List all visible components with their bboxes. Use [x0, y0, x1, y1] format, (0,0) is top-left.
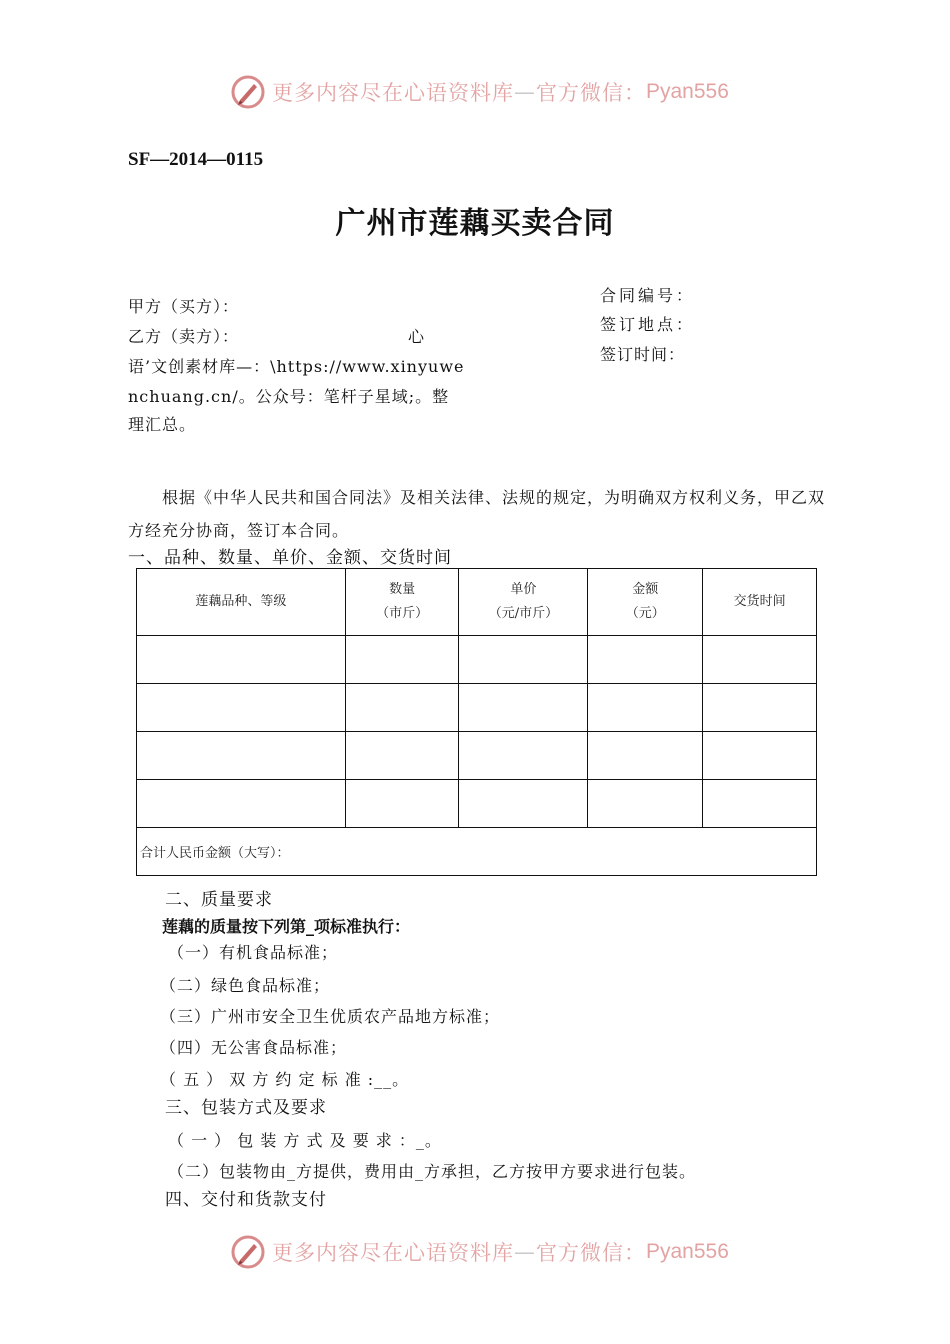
header-amount: 金额 （元）: [588, 569, 703, 636]
section-3-heading: 三、包装方式及要求: [165, 1098, 327, 1118]
watermark-banner-bottom: [230, 1232, 729, 1272]
section-4-heading: 四、交付和货款支付: [165, 1190, 327, 1210]
header-delivery-time: 交货时间: [703, 569, 817, 636]
table-cell[interactable]: [459, 780, 588, 828]
watermark-separator: —: [514, 1240, 536, 1264]
table-cell[interactable]: [345, 636, 459, 684]
quality-item-3: （三）广州市安全卫生优质农产品地方标准；: [160, 1007, 501, 1026]
table-cell[interactable]: [703, 684, 817, 732]
table-cell[interactable]: [345, 732, 459, 780]
table-row: [137, 684, 817, 732]
quality-item-4: （四）无公害食品标准；: [160, 1038, 348, 1057]
party-b-tail: 心: [408, 327, 426, 346]
table-cell[interactable]: [703, 780, 817, 828]
table-cell[interactable]: [588, 684, 703, 732]
notice-line-3: 理汇总。: [128, 415, 197, 434]
quality-intro: 莲藕的质量按下列第_项标准执行：: [162, 917, 411, 936]
table-row: [137, 780, 817, 828]
table-cell[interactable]: [137, 732, 346, 780]
intro-line-1: 根据《中华人民共和国合同法》及相关法律、法规的规定，为明确双方权利义务，甲乙双: [162, 488, 826, 507]
watermark-id: Pyan556: [646, 1240, 729, 1263]
party-a-label: 甲方（买方）：: [128, 297, 240, 316]
table-cell[interactable]: [459, 732, 588, 780]
table-cell[interactable]: [137, 780, 346, 828]
contract-code: SF—2014—0115: [128, 149, 264, 170]
party-b-label: 乙方（卖方）：: [128, 327, 240, 346]
table-row: [137, 636, 817, 684]
watermark-label: 官方微信：: [536, 81, 646, 105]
table-cell[interactable]: [703, 732, 817, 780]
table-cell[interactable]: [345, 780, 459, 828]
intro-line-2: 方经充分协商，签订本合同。: [128, 521, 350, 540]
table-cell[interactable]: [588, 780, 703, 828]
watermark-id: Pyan556: [646, 80, 729, 103]
packing-item-1: （ 一 ） 包 装 方 式 及 要 求 ：_。: [168, 1131, 442, 1150]
header-variety: 莲藕品种、等级: [137, 569, 346, 636]
quality-item-5: （ 五 ） 双 方 约 定 标 准 :__。: [160, 1070, 410, 1089]
table-cell[interactable]: [137, 636, 346, 684]
pen-logo-icon: [230, 74, 266, 110]
sign-place-label: 签订地点：: [600, 315, 696, 334]
table-row: [137, 732, 817, 780]
quality-item-2: （二）绿色食品标准；: [160, 976, 331, 995]
notice-line-2: nchuang.cn/。公众号：笔杆子星域;。整: [128, 387, 450, 406]
table-header-row: [137, 569, 817, 636]
watermark-separator: —: [514, 80, 536, 104]
watermark-label: 官方微信：: [536, 1241, 646, 1265]
goods-table: [136, 568, 817, 876]
pen-logo-icon: [230, 1234, 266, 1270]
section-2-heading: 二、质量要求: [165, 890, 273, 910]
header-quantity: 数量 （市斤）: [345, 569, 459, 636]
header-unit-price: 单价 （元/市斤）: [459, 569, 588, 636]
total-amount-label[interactable]: 合计人民币金额（大写）：: [137, 828, 817, 876]
sign-time-label: 签订时间：: [600, 345, 686, 364]
table-cell[interactable]: [703, 636, 817, 684]
packing-item-2: （二）包装物由_方提供，费用由_方承担，乙方按甲方要求进行包装。: [168, 1162, 697, 1181]
contract-number-label: 合同编号：: [600, 286, 696, 305]
section-1-heading: 一、品种、数量、单价、金额、交货时间: [128, 548, 452, 568]
table-cell[interactable]: [459, 636, 588, 684]
table-cell[interactable]: [345, 684, 459, 732]
watermark-banner-top: [230, 72, 729, 112]
table-cell[interactable]: [137, 684, 346, 732]
page-title: 广州市莲藕买卖合同: [335, 206, 615, 241]
watermark-text: 更多内容尽在心语资料库: [272, 1241, 514, 1265]
table-cell[interactable]: [588, 636, 703, 684]
table-total-row: [137, 828, 817, 876]
watermark-text: 更多内容尽在心语资料库: [272, 81, 514, 105]
table-cell[interactable]: [588, 732, 703, 780]
table-cell[interactable]: [459, 684, 588, 732]
notice-line-1: 语’文创素材库—：\https://www.xinyuwe: [128, 357, 465, 376]
quality-item-1: （一）有机食品标准；: [168, 943, 339, 962]
